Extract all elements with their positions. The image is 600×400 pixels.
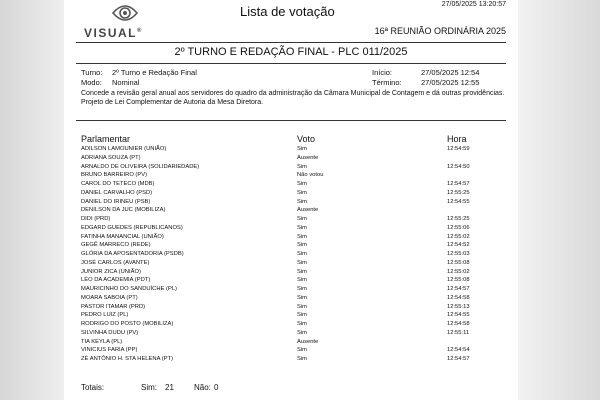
document-page <box>64 0 518 400</box>
vote-value: Sim <box>297 277 307 284</box>
table-row <box>81 233 511 242</box>
vote-value: Sim <box>297 251 307 257</box>
vote-subject: 2º TURNO E REDAÇÃO FINAL - PLC 011/2025 <box>174 46 408 58</box>
vote-time: 12:54:57 <box>447 181 470 187</box>
logo-text: VISUAL® <box>84 26 143 40</box>
vote-value: Sim <box>297 321 307 327</box>
column-header-vote: Voto <box>297 134 316 144</box>
eye-icon <box>112 2 138 24</box>
member-name: PASTOR ITAMAR (PRD) <box>81 303 146 310</box>
table-row <box>81 355 511 364</box>
member-name: CAROL DO TETECO (MDB) <box>81 181 155 187</box>
totals-label: Totais: <box>81 383 105 392</box>
table-row <box>81 163 511 172</box>
member-name: TIA KEYLA (PL) <box>81 338 123 345</box>
vote-value: Sim <box>297 286 307 292</box>
member-name: VINICIUS FARIA (PP) <box>81 347 138 354</box>
member-name: SILVINHA DUDU (PV) <box>81 329 139 336</box>
vote-time: 12:54:58 <box>447 321 470 327</box>
session-name: 16ª REUNIÃO ORDINÁRIA 2025 <box>374 26 506 36</box>
modo-value: Nominal <box>112 78 140 87</box>
vote-value: Sim <box>297 329 307 336</box>
vote-value: Ausente <box>297 154 319 161</box>
vote-time: 12:55:08 <box>447 259 470 266</box>
totals-sim-label: Sim: <box>141 383 157 392</box>
totals-sim-value: 21 <box>165 383 174 392</box>
vote-value: Sim <box>297 259 307 266</box>
vote-value: Ausente <box>297 207 319 214</box>
divider <box>76 63 506 64</box>
table-row <box>81 268 511 277</box>
vote-time: 12:54:54 <box>447 347 470 354</box>
vote-time: 12:54:52 <box>447 242 470 249</box>
vote-list <box>81 145 511 364</box>
table-row <box>81 320 511 329</box>
table-row <box>81 259 511 268</box>
member-name: DENILSON DA JUC (MOBILIZA) <box>81 207 166 214</box>
termino-label: Término: <box>372 78 402 87</box>
table-row <box>81 215 511 224</box>
table-row <box>81 311 511 320</box>
vote-time: 12:55:25 <box>447 189 470 196</box>
table-row <box>81 294 511 303</box>
vote-value: Sim <box>297 189 307 196</box>
vote-value: Sim <box>297 198 307 205</box>
table-row <box>81 189 511 198</box>
member-name: FATINHA MANANCIAL (UNIÃO) <box>81 233 164 240</box>
print-datetime: 27/05/2025 13:20:57 <box>441 1 506 8</box>
vote-value: Sim <box>297 181 307 187</box>
table-row <box>81 198 511 207</box>
vote-time: 12:55:13 <box>447 303 470 310</box>
member-name: GLÓRIA DA APOSENTADORIA (PSDB) <box>81 251 184 257</box>
vote-value: Sim <box>297 268 307 275</box>
vote-value: Sim <box>297 347 307 354</box>
vote-time: 12:54:55 <box>447 312 470 319</box>
table-row <box>81 145 511 154</box>
vote-time: 12:55:08 <box>447 277 470 284</box>
divider <box>76 42 506 43</box>
vote-value: Sim <box>297 233 307 240</box>
vote-value: Sim <box>297 224 307 231</box>
vote-value: Sim <box>297 294 307 301</box>
vote-time: 12:55:02 <box>447 268 470 275</box>
vote-time: 12:54:57 <box>447 286 470 292</box>
vote-time: 12:54:58 <box>447 294 470 301</box>
member-name: PEDRO LUIZ (PL) <box>81 312 129 319</box>
vote-time: 12:55:11 <box>447 329 470 336</box>
member-name: DANIEL CARVALHO (PSD) <box>81 189 153 196</box>
member-name: ADRIANA SOUZA (PT) <box>81 154 141 161</box>
vote-value: Sim <box>297 146 307 152</box>
member-name: EDGARD GUEDES (REPUBLICANOS) <box>81 224 183 231</box>
vote-value: Sim <box>297 216 307 222</box>
member-name: ZÉ ANTÔNIO H. STA HELENA (PT) <box>81 356 174 362</box>
member-name: DANIEL DO IRINEU (PSB) <box>81 198 151 205</box>
member-name: JOSÉ CARLOS (AVANTE) <box>81 259 150 266</box>
table-row <box>81 224 511 233</box>
vote-value: Sim <box>297 242 307 249</box>
vote-time: 12:54:57 <box>447 356 470 362</box>
member-name: LÉO DA ACADEMIA (PDT) <box>81 277 151 284</box>
divider <box>76 120 506 121</box>
vote-time: 12:54:50 <box>447 163 470 170</box>
table-row <box>81 154 511 163</box>
table-row <box>81 171 511 180</box>
vote-value: Sim <box>297 163 307 170</box>
table-row <box>81 338 511 347</box>
document-title: Lista de votação <box>240 4 335 19</box>
turno-value: 2º Turno e Redação Final <box>112 68 197 77</box>
vote-time: 12:55:25 <box>447 216 470 222</box>
table-row <box>81 206 511 215</box>
right-margin <box>518 0 600 400</box>
table-row <box>81 303 511 312</box>
modo-label: Modo: <box>81 78 102 87</box>
table-row <box>81 329 511 338</box>
member-name: MAURICINHO DO SANDUÍCHE (PL) <box>81 286 177 292</box>
vote-time: 12:55:02 <box>447 233 470 240</box>
termino-value: 27/05/2025 12:55 <box>421 78 480 87</box>
member-name: DIDI (PRD) <box>81 216 111 222</box>
inicio-value: 27/05/2025 12:54 <box>421 68 480 77</box>
member-name: RODRIGO DO POSTO (MOBILIZA) <box>81 321 174 327</box>
table-row <box>81 250 511 259</box>
table-row <box>81 241 511 250</box>
member-name: MOARA SABOIA (PT) <box>81 294 138 301</box>
table-row <box>81 276 511 285</box>
vote-time: 12:54:59 <box>447 146 470 152</box>
turno-label: Turno: <box>81 68 103 77</box>
column-header-name: Parlamentar <box>81 134 131 144</box>
vote-time: 12:55:06 <box>447 224 470 231</box>
table-row <box>81 180 511 189</box>
table-row <box>81 346 511 355</box>
member-name: ADILSON LAMOUNIER (UNIÃO) <box>81 146 167 152</box>
vote-value: Sim <box>297 303 307 310</box>
vote-value: Sim <box>297 356 307 362</box>
vote-value: Não votou <box>297 172 324 179</box>
project-description: Concede a revisão geral anual aos servidores do quadro da administração da Câmara Municipal de Contagem e dá outras providências. Projeto de Lei Complementar de Autoria da Mesa Diretora. <box>81 90 505 106</box>
member-name: JUNIOR ZICA (UNIÃO) <box>81 268 141 275</box>
totals-nao-label: Não: <box>194 383 211 392</box>
member-name: BRUNO BARREIRO (PV) <box>81 172 148 179</box>
inicio-label: Início: <box>372 68 393 77</box>
vote-value: Ausente <box>297 338 319 345</box>
member-name: GEGÊ MARRECO (REDE) <box>81 242 151 249</box>
vote-value: Sim <box>297 312 307 319</box>
column-header-time: Hora <box>447 134 467 144</box>
vote-time: 12:55:03 <box>447 251 470 257</box>
totals-nao-value: 0 <box>214 383 219 392</box>
vote-time: 12:54:55 <box>447 198 470 205</box>
visual-logo <box>84 2 164 42</box>
left-margin <box>0 0 64 400</box>
member-name: ARNALDO DE OLIVEIRA (SOLIDARIEDADE) <box>81 163 200 170</box>
table-row <box>81 285 511 294</box>
